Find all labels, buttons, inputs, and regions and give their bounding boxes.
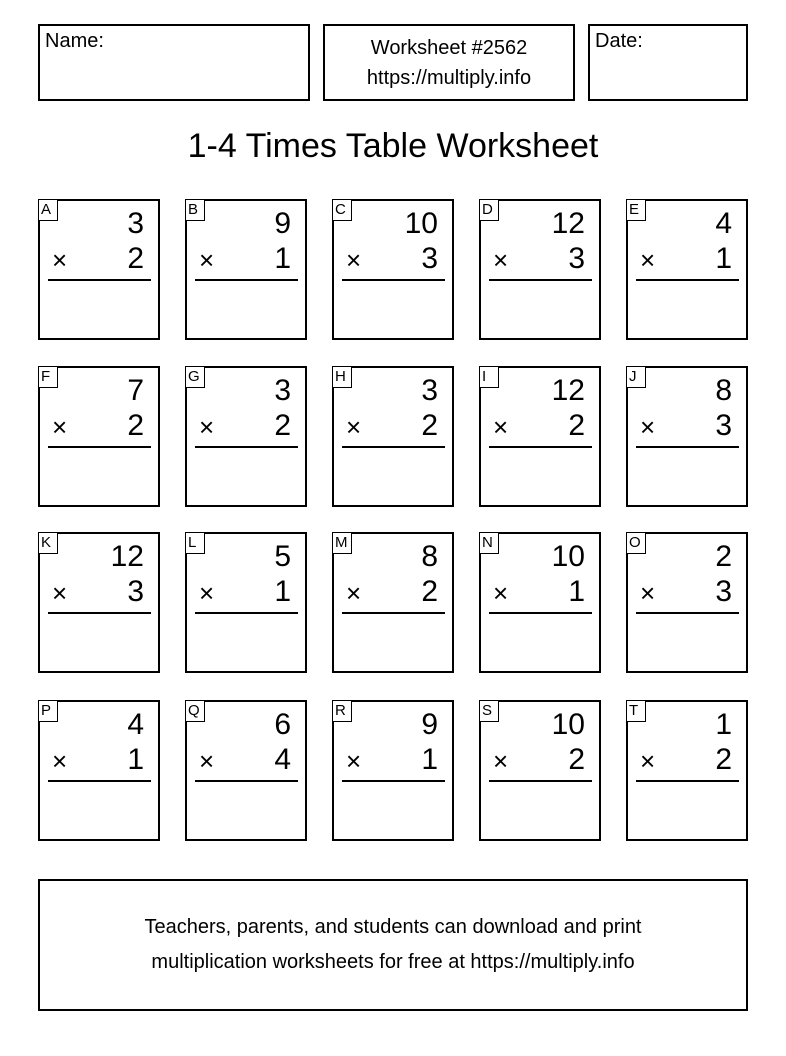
times-sign: × [640,245,656,275]
problem-box[interactable] [479,532,601,673]
multiplier: 3 [421,242,438,275]
problem-label: T [626,700,646,722]
multiplicand: 6 [274,708,291,741]
times-sign: × [346,578,362,608]
problem-box[interactable] [479,366,601,507]
multiplicand: 8 [421,540,438,573]
answer-line [636,612,739,614]
answer-line [636,446,739,448]
problem-box[interactable] [38,532,160,673]
problem-box[interactable] [332,366,454,507]
footer-line-1: Teachers, parents, and students can download and print [144,916,642,938]
problem-label: E [626,199,646,221]
multiplicand: 10 [551,540,585,573]
problem-label: G [185,366,205,388]
times-sign: × [52,746,68,776]
multiplicand: 9 [421,708,438,741]
multiplicand: 2 [715,540,732,573]
multiplier: 1 [274,575,291,608]
answer-line [636,279,739,281]
problem-box[interactable] [332,700,454,841]
worksheet-url: https://multiply.info [366,67,532,89]
multiplicand: 8 [715,374,732,407]
times-sign: × [346,412,362,442]
problem-label: A [38,199,58,221]
answer-line [489,279,592,281]
problem-label: K [38,532,58,554]
times-sign: × [493,245,509,275]
problem-label: P [38,700,58,722]
multiplicand: 10 [551,708,585,741]
multiplier: 2 [568,743,585,776]
answer-line [195,612,298,614]
times-sign: × [640,578,656,608]
multiplicand: 1 [715,708,732,741]
multiplier: 2 [715,743,732,776]
problem-box[interactable] [479,700,601,841]
multiplier: 2 [568,409,585,442]
problem-box[interactable] [38,700,160,841]
problem-label: J [626,366,646,388]
problem-box[interactable] [332,532,454,673]
multiplier: 1 [127,743,144,776]
multiplicand: 5 [274,540,291,573]
answer-line [489,780,592,782]
footer-line-2: multiplication worksheets for free at https://multiply.info [151,951,635,973]
multiplier: 1 [715,242,732,275]
multiplicand: 12 [551,374,585,407]
answer-line [489,446,592,448]
problem-box[interactable] [38,366,160,507]
problem-label: R [332,700,352,722]
times-sign: × [52,245,68,275]
answer-line [636,780,739,782]
problem-box[interactable] [185,700,307,841]
times-sign: × [199,578,215,608]
problem-box[interactable] [185,532,307,673]
times-sign: × [199,746,215,776]
answer-line [342,780,445,782]
problem-box[interactable] [479,199,601,340]
problem-label: L [185,532,205,554]
multiplicand: 3 [421,374,438,407]
times-sign: × [52,412,68,442]
problem-box[interactable] [332,199,454,340]
times-sign: × [640,412,656,442]
multiplicand: 12 [110,540,144,573]
page-title: 1-4 Times Table Worksheet [187,127,599,165]
problem-label: N [479,532,499,554]
times-sign: × [199,245,215,275]
answer-line [48,446,151,448]
multiplicand: 7 [127,374,144,407]
answer-line [48,279,151,281]
problem-label: Q [185,700,205,722]
problem-box[interactable] [626,366,748,507]
answer-line [195,279,298,281]
multiplier: 3 [715,575,732,608]
answer-line [342,279,445,281]
problem-label: H [332,366,352,388]
times-sign: × [346,245,362,275]
problem-box[interactable] [38,199,160,340]
multiplicand: 12 [551,207,585,240]
worksheet-id: Worksheet #2562 [370,37,528,59]
multiplicand: 3 [127,207,144,240]
problem-box[interactable] [185,366,307,507]
multiplier: 2 [421,575,438,608]
multiplicand: 10 [404,207,438,240]
multiplicand: 9 [274,207,291,240]
times-sign: × [199,412,215,442]
answer-line [195,446,298,448]
name-label: Name: [45,30,104,52]
answer-line [48,780,151,782]
answer-line [342,446,445,448]
footer-note [38,879,748,1011]
problem-box[interactable] [185,199,307,340]
problem-label: D [479,199,499,221]
problem-label: B [185,199,205,221]
multiplicand: 4 [715,207,732,240]
date-label: Date: [595,30,643,52]
multiplier: 4 [274,743,291,776]
answer-line [342,612,445,614]
multiplier: 2 [127,242,144,275]
multiplier: 2 [127,409,144,442]
problem-label: M [332,532,352,554]
answer-line [48,612,151,614]
times-sign: × [493,578,509,608]
times-sign: × [640,746,656,776]
times-sign: × [346,746,362,776]
problem-box[interactable] [626,532,748,673]
multiplier: 2 [421,409,438,442]
multiplicand: 4 [127,708,144,741]
multiplier: 1 [274,242,291,275]
multiplicand: 3 [274,374,291,407]
problem-label: O [626,532,646,554]
times-sign: × [493,412,509,442]
multiplier: 3 [127,575,144,608]
times-sign: × [493,746,509,776]
multiplier: 3 [715,409,732,442]
problem-box[interactable] [626,700,748,841]
problem-label: F [38,366,58,388]
multiplier: 1 [421,743,438,776]
problem-label: I [479,366,499,388]
times-sign: × [52,578,68,608]
problem-label: S [479,700,499,722]
multiplier: 1 [568,575,585,608]
answer-line [489,612,592,614]
multiplier: 3 [568,242,585,275]
problem-box[interactable] [626,199,748,340]
multiplier: 2 [274,409,291,442]
problem-label: C [332,199,352,221]
answer-line [195,780,298,782]
